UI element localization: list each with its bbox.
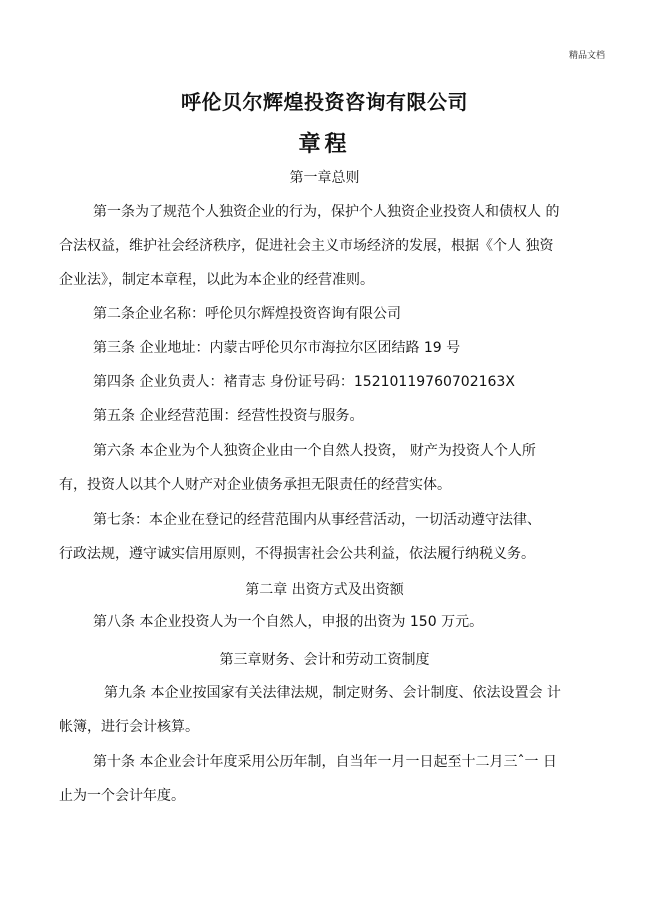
article-6-line-1: 第六条 本企业为个人独资企业由一个自然人投资， 财产为投资人个人所 (93, 443, 536, 459)
article-4: 第四条 企业负责人：褚青志 身份证号码：15210119760702163X (93, 374, 515, 390)
article-1-line-3: 企业法》，制定本章程，以此为本企业的经营准则。 (59, 272, 374, 288)
article-6-line-2: 有，投资人以其个人财产对企业债务承担无限责任的经营实体。 (59, 477, 451, 493)
article-7-line-1: 第七条：本企业在登记的经营范围内从事经营活动，一切活动遵守法律、 (93, 512, 541, 528)
article-1-line-1: 第一条为了规范个人独资企业的行为，保护个人独资企业投资人和债权人 的 (93, 204, 560, 220)
article-10-line-1: 第十条 本企业会计年度采用公历年制，自当年一月一日起至十二月三ˆ一 日 (93, 754, 557, 770)
chapter-1-heading: 第一章总则 (289, 170, 360, 186)
article-7-line-2: 行政法规，遵守诚实信用原则，不得损害社会公共利益，依法履行纳税义务。 (59, 546, 535, 562)
article-3: 第三条 企业地址：内蒙古呼伦贝尔市海拉尔区团结路 19 号 (93, 340, 461, 356)
article-8: 第八条 本企业投资人为一个自然人，申报的出资为 150 万元。 (93, 614, 484, 630)
article-9-line-1: 第九条 本企业按国家有关法律法规，制定财务、会计制度、依法设置会 计 (104, 685, 561, 701)
article-5: 第五条 企业经营范围：经营性投资与服务。 (93, 408, 364, 424)
chapter-2-heading: 第二章 出资方式及出资额 (245, 582, 404, 598)
document-subtitle: 章程 (298, 132, 351, 157)
article-9-line-2: 帐簿，进行会计核算。 (59, 719, 199, 735)
document-title: 呼伦贝尔辉煌投资咨询有限公司 (181, 90, 468, 114)
article-1-line-2: 合法权益，维护社会经济秩序，促进社会主义市场经济的发展，根据《个人 独资 (59, 238, 554, 254)
header-tag: 精品文档 (568, 51, 605, 61)
chapter-3-heading: 第三章财务、会计和劳动工资制度 (219, 652, 430, 668)
article-2: 第二条企业名称：呼伦贝尔辉煌投资咨询有限公司 (93, 306, 401, 322)
article-10-line-2: 止为一个会计年度。 (59, 788, 185, 804)
